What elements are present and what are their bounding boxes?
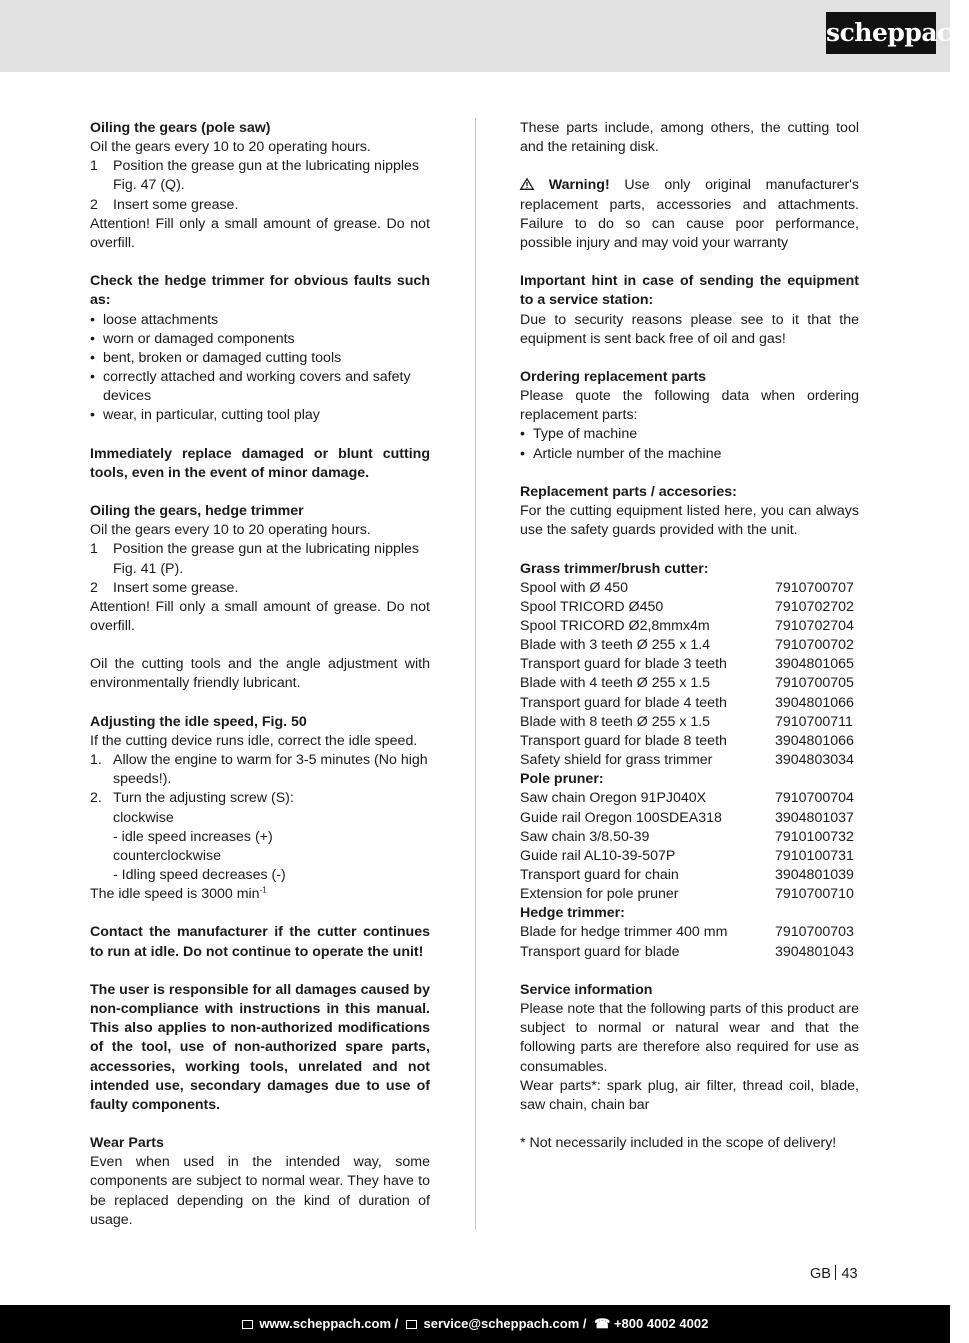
phone-icon: ☎	[594, 1316, 611, 1331]
sub-item: counterclockwise	[113, 847, 222, 864]
parts-row: Guide rail AL10-39-507P 7910100731	[520, 847, 854, 864]
list-item: 2 Insert some grease.	[90, 579, 239, 596]
list-item: 1 Position the grease gun at the lubricating nipples Fig. 47 (Q).	[90, 158, 420, 194]
section-wear-parts	[90, 1134, 430, 1230]
parts-row: Saw chain 3/8.50-39 7910100732	[520, 828, 854, 845]
section-heading: Ordering replacement parts	[520, 368, 707, 385]
list-item: • Type of machine	[520, 426, 638, 443]
list-item: • bent, broken or damaged cutting tools	[90, 349, 342, 366]
parts-row: Blade with 3 teeth Ø 255 x 1.4 7910700702	[520, 637, 854, 654]
right-column	[520, 119, 859, 1153]
responsibility-notice: The user is responsible for all damages caused by non-compliance with instructions in this manual. This also applies to non-authorized modifications of the tool, use of non-authorized spare parts, accessories, working tools, unrelated and not intended use, secondary damages due to use of faulty components.	[90, 981, 430, 1113]
warning-label: Warning!	[548, 177, 610, 194]
list-item: 1 Position the grease gun at the lubricating nipples Fig. 41 (P).	[90, 541, 420, 577]
parts-group-title: Pole pruner:	[520, 771, 604, 788]
parts-row: Extension for pole pruner 7910700710	[520, 886, 854, 903]
section-heading: Service information	[520, 981, 653, 998]
paragraph: Oil the gears every 10 to 20 operating hours.	[90, 139, 371, 156]
paragraph: Due to security reasons please see to it that the equipment is sent back free of oil and gas!	[520, 311, 859, 347]
page-number: GB 43	[810, 1266, 858, 1282]
list-item: • correctly attached and working covers and safety devices	[90, 369, 411, 405]
parts-row: Spool with Ø 450 7910700707	[520, 579, 854, 596]
section-heading: Important hint in case of sending the equipment to a service station:	[520, 273, 859, 309]
website-link[interactable]: www.scheppach.com /	[259, 1316, 399, 1331]
paragraph: Please note that the following parts of this product are subject to normal or natural wear and that the following parts are therefore also required for use as consumables.	[520, 1001, 859, 1075]
footnote: * Not necessarily included in the scope of delivery!	[520, 1135, 837, 1152]
contact-warning: Contact the manufacturer if the cutter continues to run at idle. Do not continue to operate the unit!	[90, 924, 430, 960]
left-column	[90, 119, 430, 1230]
sub-item: - Idling speed decreases (-)	[113, 867, 286, 884]
parts-row: Transport guard for chain 3904801039	[520, 867, 854, 884]
parts-group-title: Hedge trimmer:	[520, 905, 625, 922]
paragraph: These parts include, among others, the cutting tool and the retaining disk.	[520, 120, 859, 156]
parts-row: Guide rail Oregon 100SDEA318 3904801037	[520, 809, 854, 826]
parts-row: Transport guard for blade 3904801043	[520, 943, 854, 960]
section-replacement	[520, 483, 859, 540]
computer-icon	[242, 1320, 253, 1329]
parts-row: Spool TRICORD Ø450 7910702702	[520, 598, 854, 615]
section-check	[90, 272, 430, 425]
section-ordering	[520, 368, 859, 464]
list-item: • Article number of the machine	[520, 445, 722, 462]
parts-row: Blade with 4 teeth Ø 255 x 1.5 7910700705	[520, 675, 854, 692]
paragraph: For the cutting equipment listed here, you can always use the safety guards provided with the unit.	[520, 503, 859, 539]
paragraph: If the cutting device runs idle, correct the idle speed.	[90, 732, 418, 749]
section-idle-speed	[90, 713, 430, 905]
parts-list	[520, 560, 859, 962]
paragraph: Attention! Fill only a small amount of grease. Do not overfill.	[90, 598, 430, 635]
section-heading: Adjusting the idle speed, Fig. 50	[90, 713, 307, 730]
footer-bar	[0, 1305, 950, 1343]
replace-warning: Immediately replace damaged or blunt cutting tools, even in the event of minor damage.	[90, 445, 430, 481]
parts-row: Saw chain Oregon 91PJ040X 7910700704	[520, 790, 854, 807]
phone-number: +800 4002 4002	[613, 1316, 709, 1331]
list-item: 2. Turn the adjusting screw (S):	[90, 790, 294, 807]
warning-paragraph: Warning! Use only original manufacturer's replacement parts, accessories and attachments. Failure to do so can cause poor performance, possible injury and may void your warranty	[520, 177, 859, 251]
section-heading: Check the hedge trimmer for obvious faults such as:	[90, 273, 430, 309]
list-item: • loose attachments	[90, 311, 219, 328]
scheppach-logo: scheppach	[826, 12, 936, 54]
parts-row: Blade with 8 teeth Ø 255 x 1.5 7910700711	[520, 713, 853, 730]
column-divider	[475, 118, 476, 1230]
list-item: • worn or damaged components	[90, 330, 295, 347]
list-item: • wear, in particular, cutting tool play	[90, 407, 320, 424]
oil-tools-paragraph: Oil the cutting tools and the angle adjustment with environmentally friendly lubricant.	[90, 656, 430, 692]
parts-row: Transport guard for blade 8 teeth 3904801066	[520, 732, 854, 749]
section-service-hint	[520, 272, 859, 349]
warning-icon	[520, 178, 534, 190]
parts-row: Transport guard for blade 3 teeth 3904801065	[520, 656, 854, 673]
paragraph: Oil the gears every 10 to 20 operating hours.	[90, 522, 371, 539]
header-bar	[0, 0, 969, 72]
parts-row: Spool TRICORD Ø2,8mmx4m 7910702704	[520, 617, 854, 634]
section-oil-hedge	[90, 502, 430, 636]
section-heading: Oiling the gears, hedge trimmer	[90, 503, 304, 520]
section-service-info	[520, 981, 859, 1153]
sub-item: clockwise	[113, 809, 174, 826]
sub-item: - idle speed increases (+)	[113, 828, 273, 845]
parts-group-title: Grass trimmer/brush cutter:	[520, 560, 709, 577]
section-heading: Wear Parts	[90, 1135, 164, 1152]
section-heading: Oiling the gears (pole saw)	[90, 120, 271, 136]
list-item: 1. Allow the engine to warm for 3-5 minutes (No high speeds!).	[90, 752, 428, 788]
email-link[interactable]: service@scheppach.com /	[423, 1316, 587, 1331]
parts-row: Blade for hedge trimmer 400 mm 7910700703	[520, 924, 854, 941]
paragraph: Attention! Fill only a small amount of grease. Do not overfill.	[90, 215, 430, 251]
envelope-icon	[406, 1320, 417, 1329]
idle-speed-value: The idle speed is 3000 $\min^{-1}$	[90, 885, 267, 903]
paragraph: Even when used in the intended way, some components are subject to normal wear. They have to be replaced depending on the kind of duration of usage.	[90, 1154, 430, 1228]
section-oil-pole	[90, 119, 430, 253]
paragraph: Please quote the following data when ordering replacement parts:	[520, 388, 859, 424]
section-heading: Replacement parts / accesories:	[520, 483, 737, 500]
parts-row: Safety shield for grass trimmer 3904803034	[520, 752, 854, 769]
list-item: 2 Insert some grease.	[90, 196, 239, 213]
parts-row: Transport guard for blade 4 teeth 3904801066	[520, 694, 854, 711]
paragraph: Wear parts*: spark plug, air filter, thread coil, blade, saw chain, chain bar	[520, 1077, 859, 1113]
